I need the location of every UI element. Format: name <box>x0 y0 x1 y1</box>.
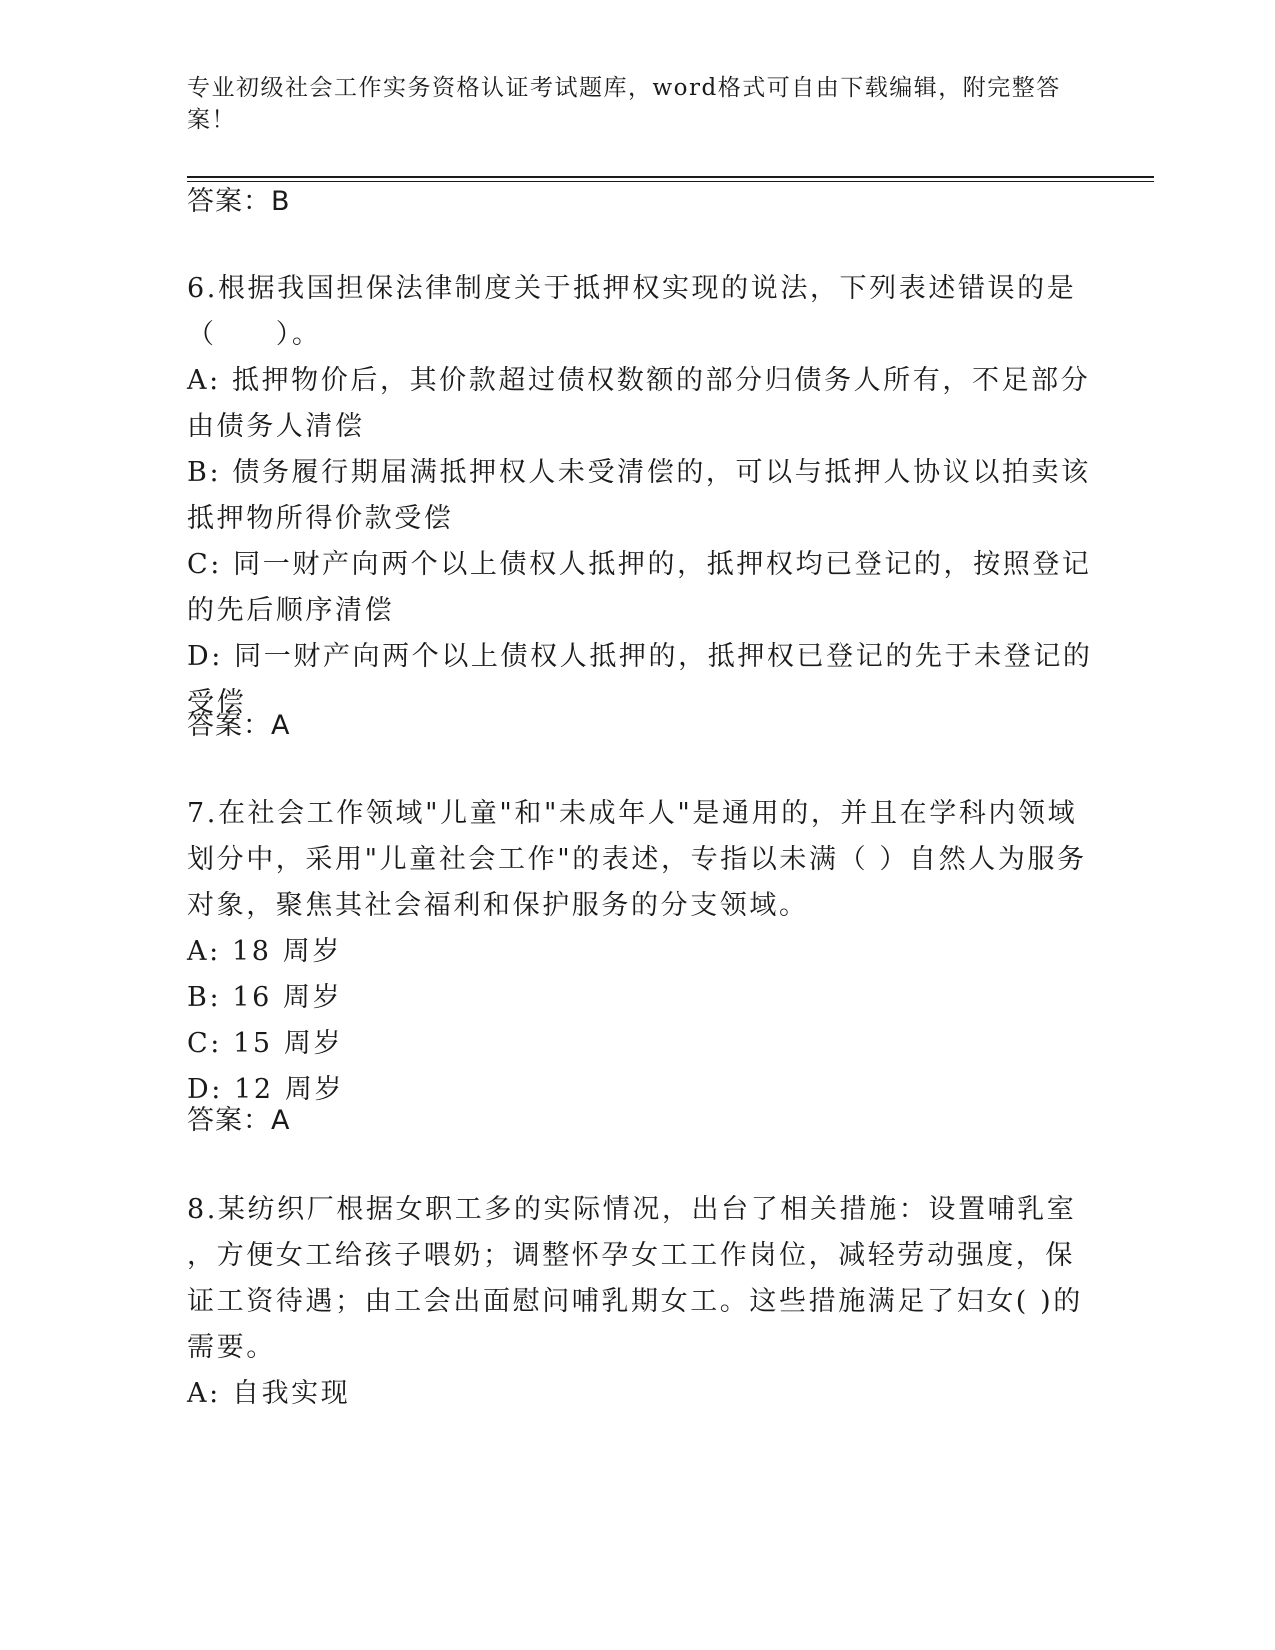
answer-q6: 答案：A <box>187 710 291 741</box>
question-7-stem-cont: 划分中，采用"儿童社会工作"的表述，专指以未满（ ）自然人为服务 <box>187 844 1087 875</box>
question-6-option-b: B: 债务履行期届满抵押权人未受清偿的，可以与抵押人协议以拍卖该 <box>187 457 1091 488</box>
question-6-option-a: A: 抵押物价后，其价款超过债权数额的部分归债务人所有，不足部分 <box>187 365 1091 396</box>
question-8 <box>187 1187 1083 1417</box>
question-8-option-a: A: 自我实现 <box>187 1378 351 1409</box>
question-7-stem: 7.在社会工作领域"儿童"和"未成年人"是通用的，并且在学科内领域 <box>187 798 1078 829</box>
header-divider <box>187 176 1154 178</box>
question-8-stem-cont-2: 证工资待遇；由工会出面慰问哺乳期女工。这些措施满足了妇女( )的 <box>187 1286 1083 1317</box>
question-6-stem-cont: （ ）。 <box>187 319 322 350</box>
question-6 <box>187 266 1093 726</box>
question-6-option-c: C: 同一财产向两个以上债权人抵押的，抵押权均已登记的，按照登记 <box>187 549 1092 580</box>
question-8-stem-cont-3: 需要。 <box>187 1332 276 1363</box>
question-6-option-d: D: 同一财产向两个以上债权人抵押的，抵押权已登记的先于未登记的 <box>187 641 1093 672</box>
header-line-2: 案！ <box>187 107 236 133</box>
question-8-stem: 8.某纺织厂根据女职工多的实际情况，出台了相关措施：设置哺乳室 <box>187 1194 1077 1225</box>
question-8-stem-cont: ，方便女工给孩子喂奶；调整怀孕女工工作岗位，减轻劳动强度，保 <box>187 1240 1075 1271</box>
question-6-stem: 6.根据我国担保法律制度关于抵押权实现的说法，下列表述错误的是 <box>187 273 1077 304</box>
question-6-option-b-cont: 抵押物所得价款受偿 <box>187 503 454 534</box>
header-line-1: 专业初级社会工作实务资格认证考试题库，word格式可自由下载编辑，附完整答 <box>187 75 1061 101</box>
question-7-option-a: A: 18 周岁 <box>187 936 342 967</box>
question-6-option-c-cont: 的先后顺序清偿 <box>187 595 395 626</box>
question-7-stem-cont-2: 对象，聚焦其社会福利和保护服务的分支领域。 <box>187 890 809 921</box>
answer-q5: 答案：B <box>187 186 291 217</box>
question-7-option-b: B: 16 周岁 <box>187 982 343 1013</box>
document-header <box>187 72 1077 136</box>
question-7-option-d: D: 12 周岁 <box>187 1074 345 1105</box>
question-7 <box>187 791 1087 1113</box>
answer-q7: 答案：A <box>187 1105 291 1136</box>
question-7-option-c: C: 15 周岁 <box>187 1028 344 1059</box>
question-6-option-d-cont: 受偿 <box>187 687 247 718</box>
question-6-option-a-cont: 由债务人清偿 <box>187 411 365 442</box>
header-divider-thin <box>187 181 1154 182</box>
